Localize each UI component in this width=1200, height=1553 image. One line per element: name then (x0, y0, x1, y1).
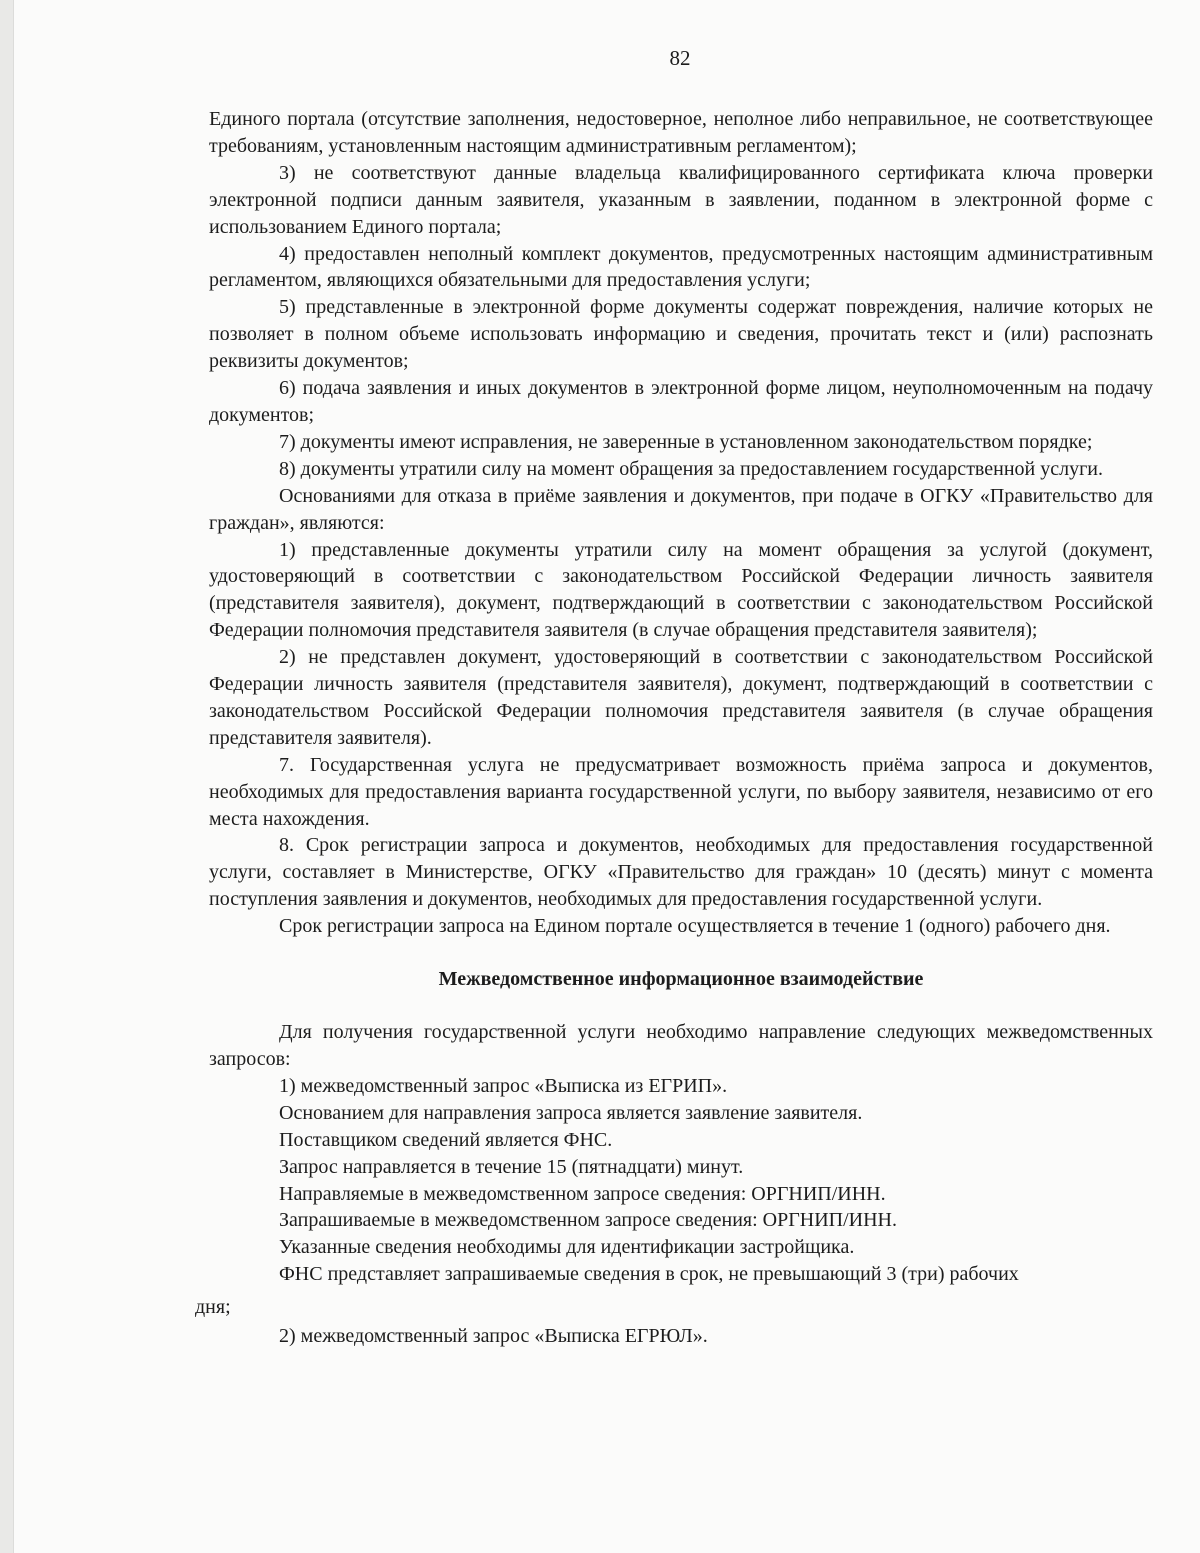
list-line: Запрашиваемые в межведомственном запросе сведения: ОРГНИП/ИНН. (279, 1209, 897, 1232)
top-paragraphs (209, 106, 1153, 940)
paragraph: 8) документы утратили силу на момент обращения за предоставлением государственной услуги. (279, 457, 1104, 480)
request-details-list (209, 1073, 1153, 1261)
page-number: 82 (669, 46, 691, 70)
scan-page-edge (0, 0, 14, 1553)
paragraph: 7) документы имеют исправления, не заверенные в установленном законодательством порядке; (279, 430, 1093, 453)
paragraph: Срок регистрации запроса на Едином портале осуществляется в течение 1 (одного) рабочего дня. (279, 915, 1111, 938)
paragraph: 4) предоставлен неполный комплект документов, предусмотренных настоящим административным регламентом, являющихся обязательными для предоставления услуги; (209, 242, 1153, 292)
fns-deadline-line: ФНС представляет запрашиваемые сведения в срок, не превышающий 3 (три) рабочих (279, 1263, 1019, 1286)
paragraph: 8. Срок регистрации запроса и документов, необходимых для предоставления государственной услуги, составляет в Министерстве, ОГКУ «Правительство для граждан» 10 (десять) минут с момента поступления заявления и документов, необходимых для предоставления государственной услуги. (209, 834, 1153, 911)
paragraph: 7. Государственная услуга не предусматривает возможность приёма запроса и документов, необходимых для предоставления варианта государственной услуги, по выбору заявителя, независимо от его места нахождения. (209, 753, 1153, 830)
section-heading: Межведомственное информационное взаимодействие (438, 968, 924, 991)
paragraph: 1) представленные документы утратили силу на момент обращения за услугой (документ, удостоверяющий в соответствии с законодательством Российской Федерации личность заявителя (представителя заявителя), документ, подтверждающий в соответствии с законодательством Российской Федерации полномочия представителя заявителя (в случае обращения представителя заявителя); (209, 538, 1153, 642)
paragraph: 2) не представлен документ, удостоверяющий в соответствии с законодательством Российской Федерации личность заявителя (представителя заявителя), документ, подтверждающий в соответствии с законодательством Российской Федерации полномочия представителя заявителя (в случае обращения представителя заявителя). (209, 646, 1153, 749)
paragraph: Единого портала (отсутствие заполнения, недостоверное, неполное либо неправильное, не соответствующее требованиям, установленным настоящим административным регламентом); (209, 108, 1153, 157)
intro-paragraph: Для получения государственной услуги необходимо направление следующих межведомственных запросов: (209, 1021, 1153, 1070)
paragraph: Основаниями для отказа в приёме заявления и документов, при подаче в ОГКУ «Правительство для граждан», являются: (209, 484, 1153, 534)
fns-deadline-tail: дня; (195, 1296, 231, 1319)
list-line: Указанные сведения необходимы для идентификации застройщика. (279, 1236, 855, 1259)
paragraph: 6) подача заявления и иных документов в электронной форме лицом, неуполномоченным на подачу документов; (209, 377, 1153, 426)
document-body (195, 106, 1153, 1350)
second-request-line: 2) межведомственный запрос «Выписка ЕГРЮЛ». (279, 1325, 708, 1348)
paragraph: 5) представленные в электронной форме документы содержат повреждения, наличие которых не позволяет в полном объеме использовать информацию и сведения, прочитать текст и (или) распознать реквизиты документов; (209, 296, 1153, 373)
list-line: Запрос направляется в течение 15 (пятнадцати) минут. (279, 1155, 744, 1178)
paragraph: 3) не соответствуют данные владельца квалифицированного сертификата ключа проверки электронной подписи данным заявителя, указанным в заявлении, поданном в электронной форме с использованием Единого портала; (209, 161, 1153, 238)
list-line: Основанием для направления запроса является заявление заявителя. (279, 1101, 863, 1124)
list-line: 1) межведомственный запрос «Выписка из ЕГРИП». (279, 1074, 728, 1097)
list-line: Направляемые в межведомственном запросе сведения: ОРГНИП/ИНН. (279, 1182, 886, 1205)
list-line: Поставщиком сведений является ФНС. (279, 1128, 613, 1151)
